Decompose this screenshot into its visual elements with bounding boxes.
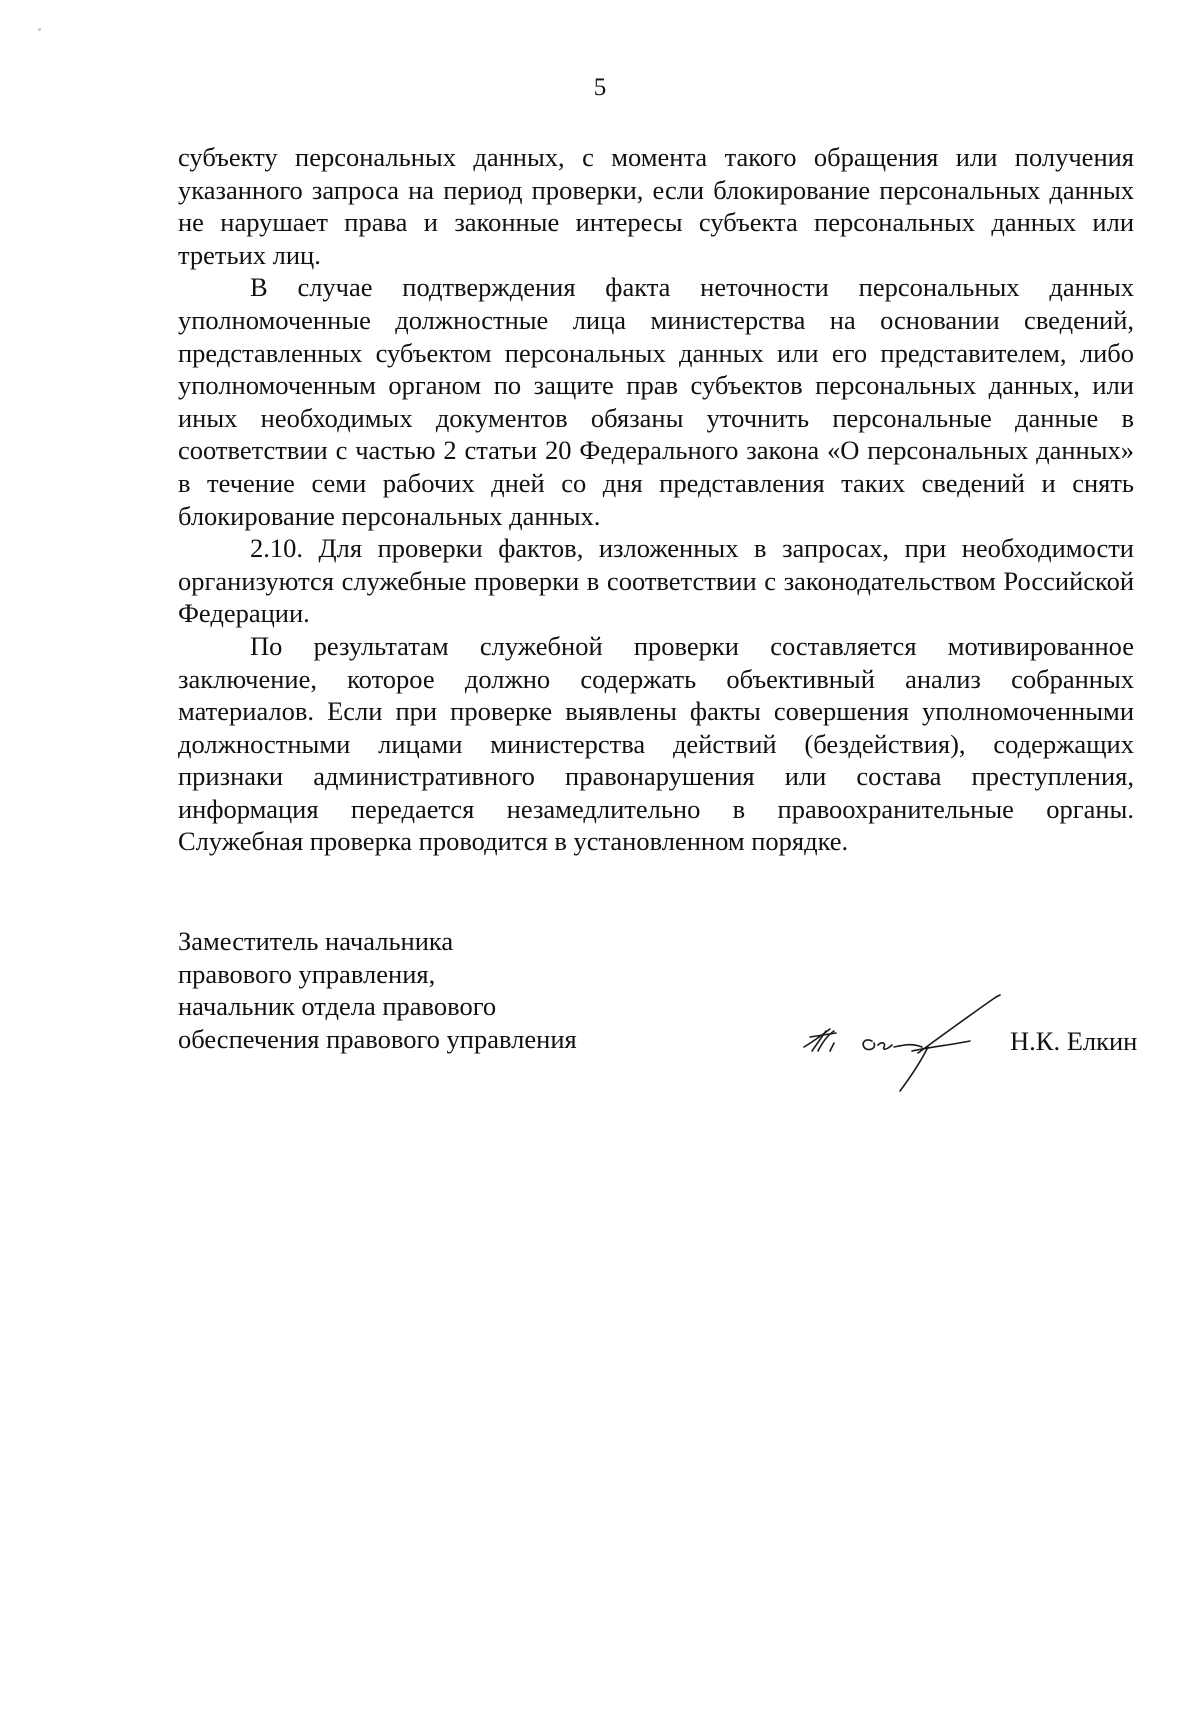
signatory-title-line: начальник отдела правового [178, 991, 497, 1022]
paragraph-inaccuracy-confirmation: В случае подтверждения факта неточности персональных данных уполномоченные должностные лица министерства на основании сведений, представленных субъектом персональных данных или его представителем, либо уполномоченным органом по защите прав субъектов персональных данных, или иных необходимых документов обязаны уточнить персональные данные в соответствии с частью 2 статьи 20 Федерального закона «О персональных данных» в течение семи рабочих дней со дня представления таких сведений и снять блокирование персональных данных. [178, 272, 1134, 531]
signatory-title-line: Заместитель начальника [178, 926, 454, 956]
paragraph-clause-2-10: 2.10. Для проверки фактов, изложенных в запросах, при необходимости организуются служебные проверки в соответствии с законодательством Российской Федерации. [178, 533, 1134, 629]
paragraph-continuation: субъекту персональных данных, с момента такого обращения или получения указанного запроса на период проверки, если блокирование персональных данных не нарушает права и законные интересы субъекта персональных данных или третьих лиц. [178, 142, 1134, 270]
page-number: 5 [593, 74, 607, 101]
signatory-title-line: правового управления, [178, 958, 436, 989]
signatory-title-block [178, 925, 577, 1055]
signatory-title-line: обеспечения правового управления [178, 1023, 577, 1054]
signatory-name: Н.К. Елкин [1010, 1026, 1138, 1056]
scan-dot-mark [38, 18, 41, 21]
paragraph-inspection-results: По результатам служебной проверки составляется мотивированное заключение, которое должно содержать объективный анализ собранных материалов. Если при проверке выявлены факты совершения уполномоченными должностными лицами министерства действий (бездействия), содержащих признаки административного правонарушения или состава преступления, информация передается незамедлительно в правоохранительные органы. Служебная проверка проводится в установленном порядке. [178, 630, 1134, 857]
handwritten-signature [800, 985, 1010, 1095]
document-body [178, 141, 1134, 858]
